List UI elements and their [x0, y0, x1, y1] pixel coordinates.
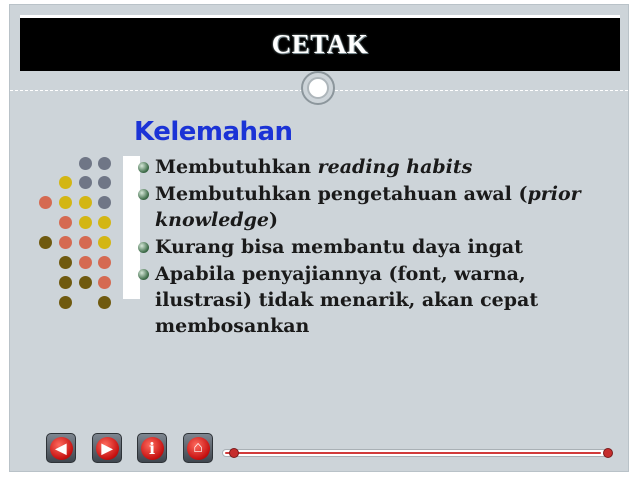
bullet-icon	[138, 269, 149, 280]
dot-icon	[98, 196, 111, 209]
dot-icon	[98, 236, 111, 249]
arrow-left-icon: ◀	[50, 437, 73, 460]
dot-icon	[79, 236, 92, 249]
dot-icon	[59, 276, 72, 289]
list-item	[137, 261, 607, 339]
bullet-icon	[138, 162, 149, 173]
dot-icon	[39, 196, 52, 209]
ring-ornament-icon	[301, 71, 335, 105]
dot-icon	[98, 157, 111, 170]
progress-start-knob[interactable]	[229, 448, 239, 458]
bullet-icon	[138, 242, 149, 253]
dot-icon	[79, 176, 92, 189]
dot-icon	[98, 296, 111, 309]
bullet-text: Membutuhkan	[155, 156, 318, 178]
bullet-emphasis: prior knowledge	[155, 183, 581, 231]
list-item	[137, 181, 607, 233]
bullet-text: Kurang bisa membantu daya ingat	[155, 236, 523, 258]
dot-icon	[98, 216, 111, 229]
dot-icon	[98, 276, 111, 289]
slide-title: CETAK	[271, 29, 369, 59]
dot-icon	[79, 216, 92, 229]
dot-icon	[59, 176, 72, 189]
dot-icon	[59, 296, 72, 309]
dot-icon	[59, 256, 72, 269]
bullet-list	[137, 154, 607, 340]
slide	[9, 4, 629, 472]
dot-icon	[79, 157, 92, 170]
progress-fill	[225, 452, 601, 454]
dot-icon	[59, 196, 72, 209]
dot-icon	[98, 256, 111, 269]
bullet-text: Apabila penyajiannya (font, warna, ilustrasi) tidak menarik, akan cepat membosankan	[155, 263, 539, 337]
previous-button[interactable]	[46, 433, 76, 463]
list-item	[137, 154, 607, 180]
dot-icon	[39, 236, 52, 249]
bullet-emphasis: reading habits	[317, 156, 473, 178]
dot-icon	[59, 216, 72, 229]
bullet-icon	[138, 189, 149, 200]
bullet-text-end: )	[268, 209, 278, 231]
arrow-right-icon: ▶	[96, 437, 119, 460]
home-icon: ⌂	[187, 437, 210, 460]
bullet-text: Membutuhkan pengetahuan awal (	[155, 183, 528, 205]
progress-position-knob[interactable]	[603, 448, 613, 458]
dot-icon	[79, 276, 92, 289]
section-heading: Kelemahan	[134, 117, 293, 147]
info-icon: i	[141, 437, 164, 460]
decorative-dots	[10, 5, 130, 325]
dot-icon	[79, 196, 92, 209]
dot-icon	[59, 236, 72, 249]
slide-progress-bar[interactable]	[222, 449, 612, 457]
info-button[interactable]	[137, 433, 167, 463]
list-item	[137, 234, 607, 260]
dot-icon	[79, 256, 92, 269]
home-button[interactable]	[183, 433, 213, 463]
next-button[interactable]	[92, 433, 122, 463]
dot-icon	[98, 176, 111, 189]
